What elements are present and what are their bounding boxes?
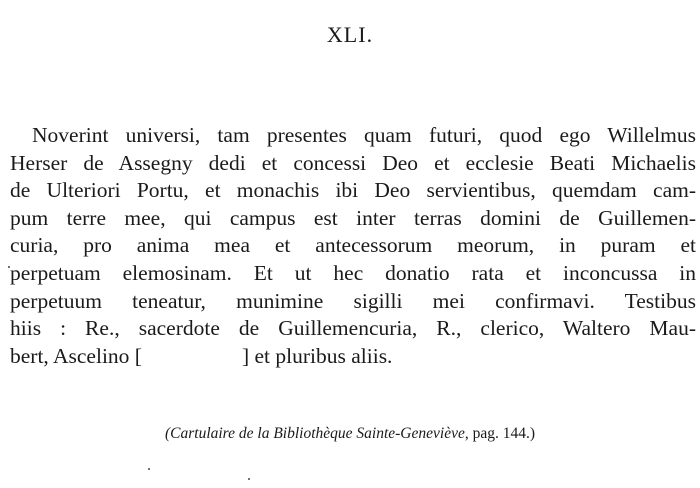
text-line-9 (10, 343, 696, 371)
text-line-6: perpetuam elemosinam. Et ut hec donatio rata et inconcussa in (10, 260, 696, 285)
print-speck (148, 468, 150, 470)
text-line-5: curia, pro anima mea et antecessorum meorum, in puram et (10, 233, 696, 258)
charter-number-heading: XLI. (326, 22, 374, 47)
text-line-8: hiis : Re., sacerdote de Guillemencuria, R., clerico, Waltero Mau- (10, 316, 696, 341)
citation-open-paren: ( (164, 425, 171, 442)
text-line-2: Herser de Assegny dedi et concessi Deo et ecclesie Beati Michaelis (10, 150, 696, 175)
text-line-1: Noverint universi, tam presentes quam futuri, quod ego Willelmus (32, 123, 696, 147)
print-speck (8, 266, 10, 268)
text-line-3: de Ulteriori Portu, et monachis ibi Deo servientibus, quemdam cam- (10, 178, 696, 203)
text-before-lacuna: bert, Ascelino [ (10, 343, 142, 368)
charter-text (10, 122, 696, 370)
text-after-lacuna: ] et pluribus aliis. (241, 343, 393, 368)
print-speck (248, 478, 250, 480)
source-citation (0, 425, 700, 443)
citation-page-ref: , pag. 144.) (464, 425, 536, 442)
text-line-4: pum terre mee, qui campus est inter terras domini de Guillemen- (10, 205, 696, 230)
citation-source: Cartulaire de la Bibliothèque Sainte-Geneviève (170, 425, 465, 442)
text-line-7: perpetuum teneatur, munimine sigilli mei confirmavi. Testibus (10, 288, 696, 313)
